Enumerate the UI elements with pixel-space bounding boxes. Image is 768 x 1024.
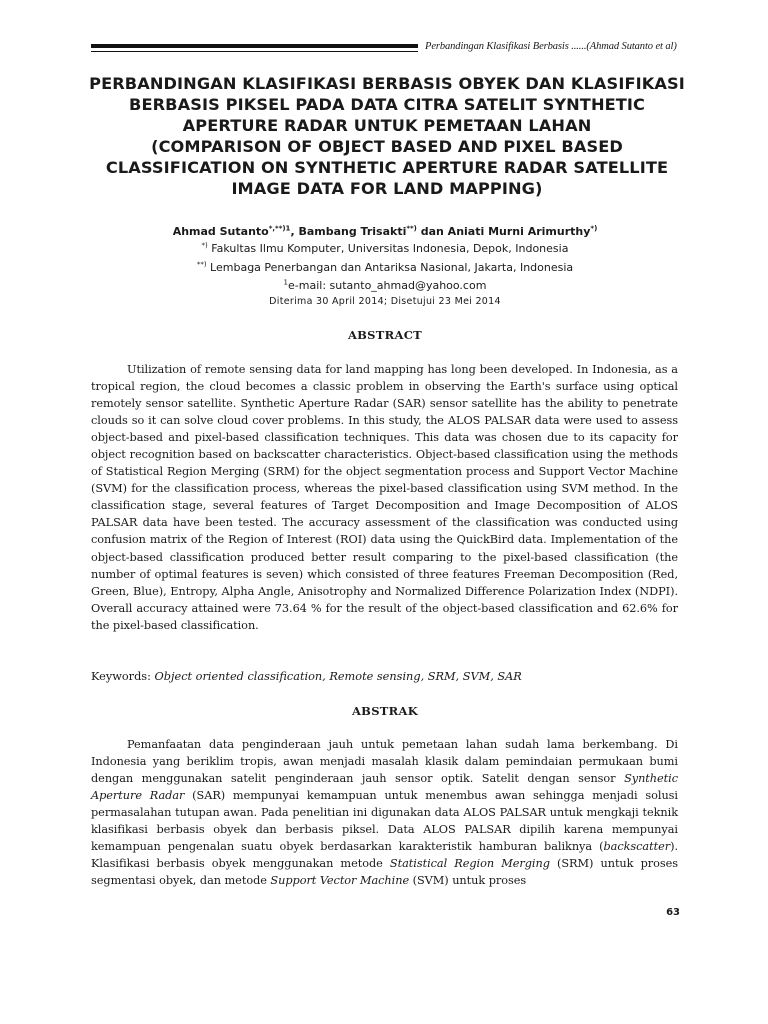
keywords-list: Object oriented classification, Remote sensing, SRM, SVM, SAR (154, 670, 522, 683)
title-line: (COMPARISON OF OBJECT BASED AND PIXEL BASED (151, 137, 623, 156)
title-line: BERBASIS PIKSEL PADA DATA CITRA SATELIT SYNTHETIC (129, 95, 645, 114)
abstrak-italic-term: Synthetic Aperture Radar (91, 772, 678, 803)
header-rule-thick (91, 44, 418, 48)
abstrak-text: Pemanfaatan data penginderaan jauh untuk pemetaan lahan sudah lama berkembang. Di Indonesia yang beriklim tropis, awan menjadi masalah klasik dalam pemindaian permukaan bumi dengan menggunakan satelit penginderaan jauh sensor optik. Satelit dengan sensor (91, 738, 678, 786)
abstrak-text: (SAR) mempunyai kemampuan untuk menembus awan sehingga menjadi solusi permasalahan tutupan awan. Pada penelitian ini digunakan data ALOS PALSAR untuk mengkaji teknik klasifikasi berbasis obyek dan berbasis piksel. Data ALOS PALSAR dipilih karena mempunyai kemampuan pengenalan suatu obyek berdasarkan karakteristik hamburan baliknya ( (91, 789, 678, 854)
abstract-heading: ABSTRACT (347, 328, 423, 342)
received-accepted-dates: Diterima 30 April 2014; Disetujui 23 Mei 2014 (269, 296, 501, 307)
author-affiliation-mark: **) (406, 224, 417, 233)
affiliation-mark: *) (201, 241, 208, 250)
affiliation-2 (90, 261, 680, 274)
abstrak-italic-term: Support Vector Machine (270, 874, 410, 888)
title-line: APERTURE RADAR UNTUK PEMETAAN LAHAN (182, 116, 592, 135)
affiliation-mark: **) (196, 260, 207, 269)
author-affiliation-mark: *,**)1 (268, 224, 291, 233)
author-affiliation-mark: *) (590, 224, 598, 233)
abstrak-text: (SRM) untuk proses segmentasi obyek, dan metode (91, 857, 678, 888)
paper-title (80, 73, 694, 199)
abstrak-italic-term: backscatter (603, 840, 671, 854)
email-text: e-mail: sutanto_ahmad@yahoo.com (288, 279, 487, 292)
affiliation-text: Lembaga Penerbangan dan Antariksa Nasional, Jakarta, Indonesia (206, 261, 574, 274)
keywords (91, 668, 678, 685)
affiliation-text: Fakultas Ilmu Komputer, Universitas Indonesia, Depok, Indonesia (207, 242, 569, 255)
corresponding-email (90, 279, 680, 292)
header-rule-thin (91, 51, 418, 52)
affiliation-1 (90, 242, 680, 255)
abstrak-heading: ABSTRAK (351, 704, 419, 718)
author-name: , Bambang Trisakti (290, 225, 407, 238)
keywords-label: Keywords: (91, 670, 155, 683)
abstrak-text: ). Klasifikasi berbasis obyek menggunakan metode (91, 840, 678, 871)
author-list (90, 225, 680, 238)
title-line: CLASSIFICATION ON SYNTHETIC APERTURE RADAR SATELLITE (105, 158, 669, 177)
abstrak-body (91, 736, 678, 889)
email-mark: 1 (283, 278, 289, 287)
author-name: dan Aniati Murni Arimurthy (416, 225, 591, 238)
author-name: Ahmad Sutanto (172, 225, 269, 238)
abstrak-italic-term: Statistical Region Merging (389, 857, 550, 871)
abstrak-text: (SVM) untuk proses (409, 874, 527, 888)
page-number: 63 (666, 907, 680, 918)
title-line: PERBANDINGAN KLASIFIKASI BERBASIS OBYEK DAN KLASIFIKASI (89, 74, 685, 93)
abstract-body: Utilization of remote sensing data for land mapping has long been developed. In Indonesia, as a tropical region, the cloud becomes a classic problem in observing the Earth's surface using optical remotely sensor satellite. Synthetic Aperture Radar (SAR) sensor satellite has the ability to penetrate clouds so it can solve cloud cover problems. In this study, the ALOS PALSAR data were used to assess object-based and pixel-based classification techniques. This data was chosen due to its capacity for object recognition based on backscatter characteristics. Object-based classification using the methods of Statistical Region Merging (SRM) for the object segmentation process and Support Vector Machine (SVM) for the classification process, whereas the pixel-based classification using SVM method. In the classification stage, several features of Target Decomposition and Image Decomposition of ALOS PALSAR data have been tested. The accuracy assessment of the classification was conducted using confusion matrix of the Region of Interest (ROI) data using the QuickBird data. Implementation of the object-based classification produced better result comparing to the pixel-based classification (the number of optimal features is seven) which consisted of three features Freeman Decomposition (Red, Green, Blue), Entropy, Alpha Angle, Anisotrophy and Normalized Difference Polarization Index (NDPI). Overall accuracy attained were 73.64 % for the result of the object-based classification and 62.6% for the pixel-based classification. (91, 363, 678, 632)
running-head: Perbandingan Klasifikasi Berbasis ......(Ahmad Sutanto et al) (425, 41, 677, 52)
title-line: IMAGE DATA FOR LAND MAPPING) (231, 179, 543, 198)
